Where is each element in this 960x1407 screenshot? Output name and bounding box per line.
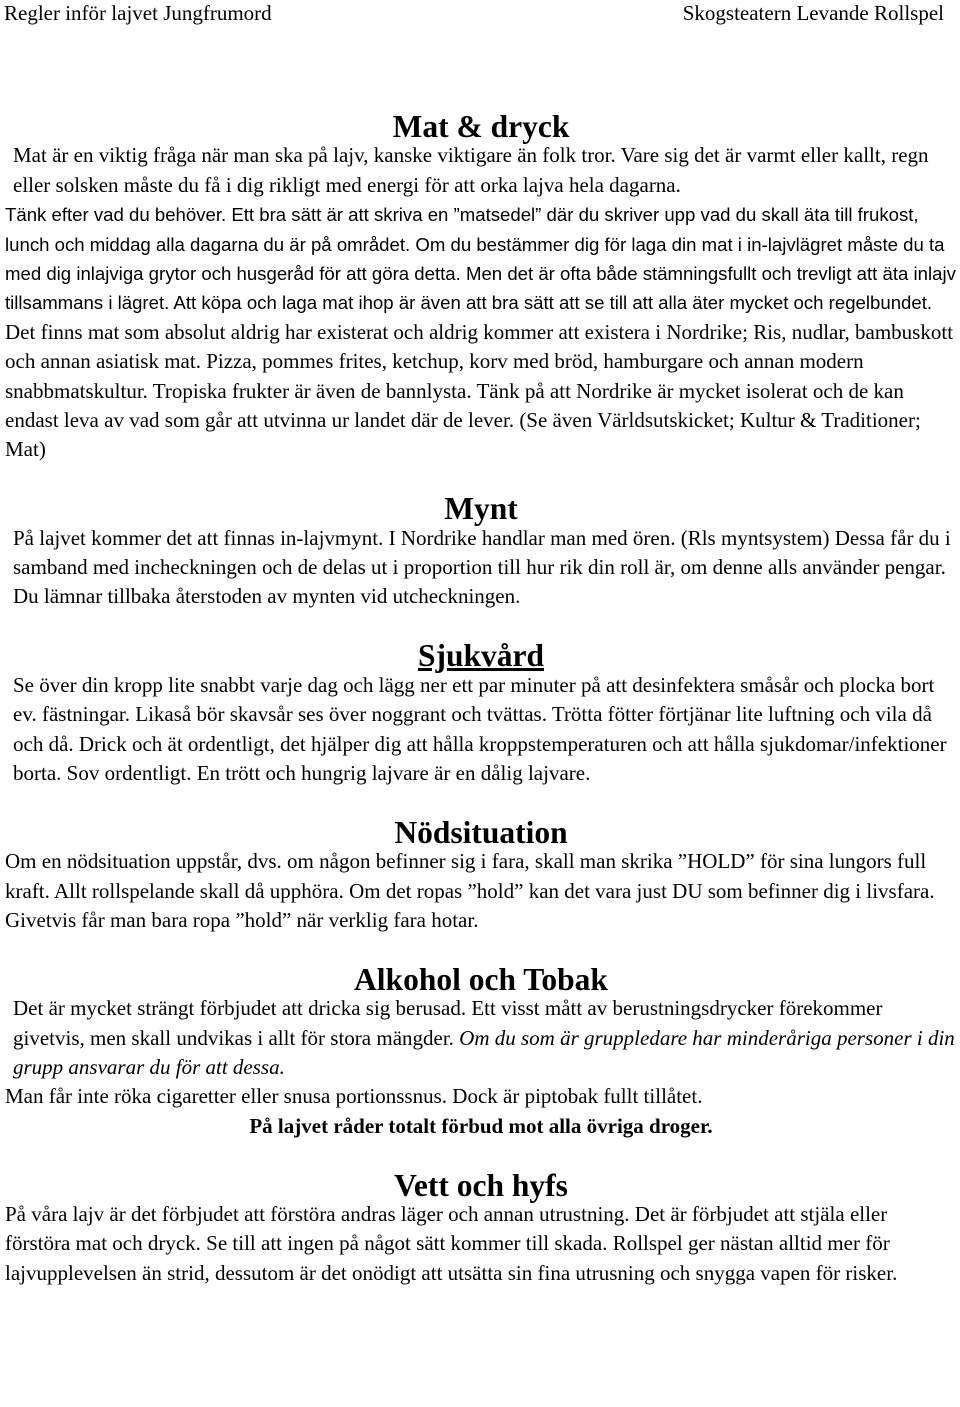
section-mat-och-dryck xyxy=(5,109,957,465)
paragraph-mat-1: Mat är en viktig fråga när man ska på lajv, kanske viktigare än folk tror. Vare sig det är varmt eller kallt, regn eller solsken måste du få i dig rikligt med energi för att orka lajva hela dagarna. xyxy=(13,143,929,197)
section-title-alkohol: Alkohol och Tobak xyxy=(354,961,608,997)
section-title-mat: Mat & dryck xyxy=(392,109,570,144)
section-vett-och-hyfs xyxy=(5,1167,957,1289)
paragraph-drug-ban: På lajvet råder totalt förbud mot alla övriga droger. xyxy=(249,1113,713,1138)
alkohol-italic-note: Om du som är gruppledare har minderåriga personer i din grupp ansvarar du för att dessa. xyxy=(13,1025,955,1079)
header-organization: Skogsteatern Levande Rollspel xyxy=(682,1,944,25)
section-title-mynt: Mynt xyxy=(444,491,518,527)
page-header xyxy=(0,0,960,30)
section-alkohol-och-tobak xyxy=(5,961,957,1141)
alkohol-text: Det är mycket strängt förbjudet att dricka sig berusad. Ett visst mått av berustningsdrycker förekommer givetvis, men skall undvikas i allt för stora mängder. xyxy=(13,996,883,1050)
paragraph-nodsituation-1: Om en nödsituation uppstår, dvs. om någon befinner sig i fara, skall man skrika ”HOLD” för sina lungors full kraft. Allt rollspelande skall då upphöra. Om det ropas ”hold” kan det vara just DU som befinner dig i livsfara. Givetvis får man bara ropa ”hold” när verklig fara hotar. xyxy=(5,849,935,932)
paragraph-vett-1: På våra lajv är det förbjudet att förstöra andras läger och annan utrustning. Det är förbjudet att stjäla eller förstöra mat och dryck. Se till att ingen på något sätt kommer till skada. Rollspel ger nästan alltid mer för lajvupplevelsen än strid, dessutom är det onödigt att utsätta sin fina utrusning och snygga vapen för risker. xyxy=(5,1201,898,1285)
header-document-title: Regler inför lajvet Jungfrumord xyxy=(4,1,272,25)
section-mynt xyxy=(5,491,957,612)
paragraph-mat-3: Det finns mat som absolut aldrig har existerat och aldrig kommer att existera i Nordrike; Ris, nudlar, bambuskott och annan asiatisk mat. Pizza, pommes frites, ketchup, korv med bröd, hamburgare och annan modern snabbmatskultur. Tropiska frukter är även de bannlysta. Tänk på att Nordrike är mycket isolerat och de kan endast leva av vad som går att utvinna ur landet där de lever. (Se även Världsutskicket; Kultur & Traditioner; Mat) xyxy=(5,319,954,462)
paragraph-alkohol-1 xyxy=(5,994,957,1082)
section-sjukvard xyxy=(5,638,957,788)
document-body xyxy=(5,109,957,1288)
section-title-sjukvard: Sjukvård xyxy=(417,638,545,674)
paragraph-sjukvard-1: Se över din kropp lite snabbt varje dag och lägg ner ett par minuter på att desinfektera småsår och plocka bort ev. fästningar. Likaså bör skavsår ses över noggrant och tvättas. Trötta fötter förtjänar lite luftning och vila då och då. Drick och ät ordentligt, det hjälper dig att hålla kroppstemperaturen och att hålla sjukdomar/infektioner borta. Sov ordentligt. En trött och hungrig lajvare är en dålig lajvare. xyxy=(13,672,947,785)
paragraph-mat-2: Tänk efter vad du behöver. Ett bra sätt är att skriva en ”matsedel” där du skriver upp vad du skall äta till frukost, lunch och middag alla dagarna du är på området. Om du bestämmer dig för laga din mat i in-lajvlägret måste du ta med dig inlajviga grytor och husgeråd för att göra detta. Men det är ofta både stämningsfullt och trevligt att äta inlajv tillsammans i lägret. Att köpa och laga mat ihop är även att bra sätt att se till att alla äter mycket och regelbundet. xyxy=(5,204,956,314)
paragraph-alkohol-2: Man får inte röka cigaretter eller snusa portionssnus. Dock är piptobak fullt tillåtet. xyxy=(5,1084,703,1109)
paragraph-mynt-1: På lajvet kommer det att finnas in-lajvmynt. I Nordrike handlar man med ören. (Rls myntsystem) Dessa får du i samband med incheckningen och de delas ut i proportion till hur rik din roll är, om denne alls använder pengar. Du lämnar tillbaka återstoden av mynten vid utcheckningen. xyxy=(13,525,951,609)
section-title-nodsituation: Nödsituation xyxy=(394,814,568,850)
section-nodsituation xyxy=(5,814,957,936)
section-title-vett: Vett och hyfs xyxy=(394,1167,568,1203)
